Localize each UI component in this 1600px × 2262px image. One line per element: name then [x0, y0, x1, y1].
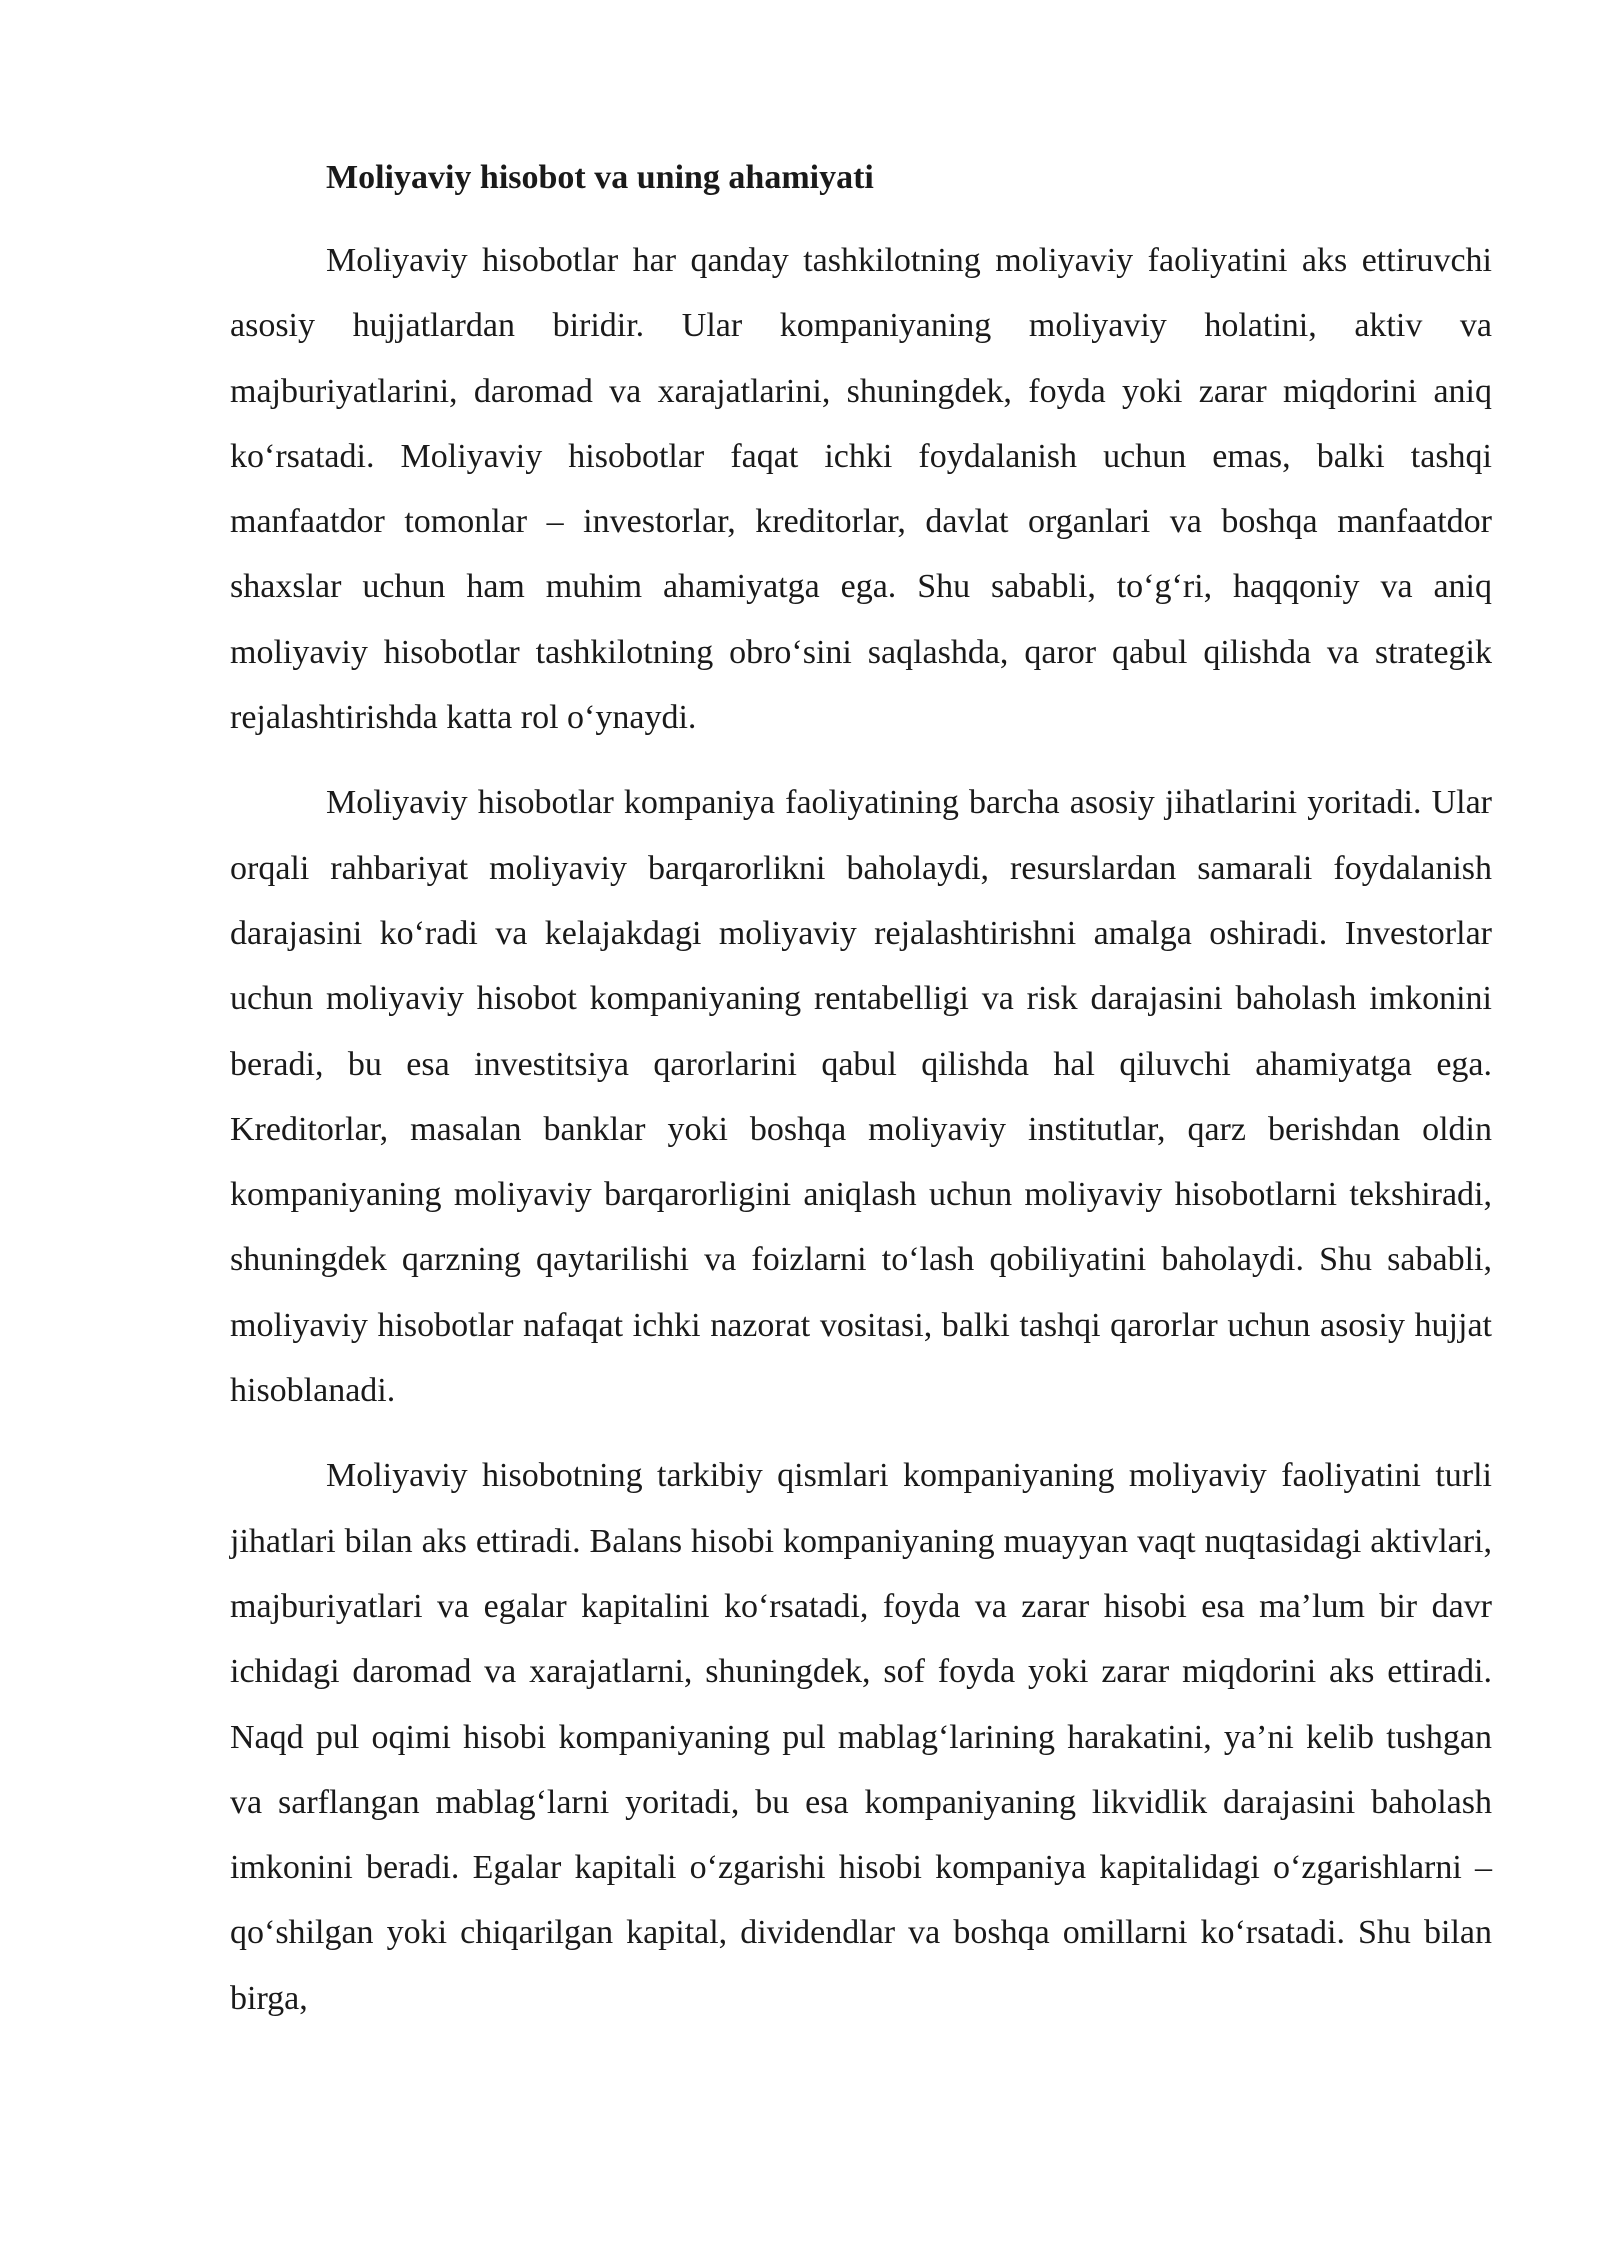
document-title: Moliyaviy hisobot va uning ahamiyati	[326, 159, 874, 196]
paragraph-1: Moliyaviy hisobotlar har qanday tashkilotning moliyaviy faoliyatini aks ettiruvchi asosiy hujjatlardan biridir. Ular kompaniyaning moliyaviy holatini, aktiv va majburiyatlarini, daromad va xarajatlarini, shuningdek, foyda yoki zarar miqdorini aniq ko‘rsatadi. Moliyaviy hisobotlar faqat ichki foydalanish uchun emas, balki tashqi manfaatdor tomonlar – investorlar, kreditorlar, davlat organlari va boshqa manfaatdor shaxslar uchun ham muhim ahamiyatga ega. Shu sababli, to‘g‘ri, haqqoniy va aniq moliyaviy hisobotlar tashkilotning obro‘sini saqlashda, qaror qabul qilishda va strategik rejalashtirishda katta rol o‘ynaydi.	[230, 242, 1492, 737]
document-page	[230, 148, 1492, 2051]
paragraph-2: Moliyaviy hisobotlar kompaniya faoliyatining barcha asosiy jihatlarini yoritadi. Ular orqali rahbariyat moliyaviy barqarorlikni baholaydi, resurslardan samarali foydalanish darajasini ko‘radi va kelajakdagi moliyaviy rejalashtirishni amalga oshiradi. Investorlar uchun moliyaviy hisobot kompaniyaning rentabelligi va risk darajasini baholash imkonini beradi, bu esa investitsiya qarorlarini qabul qilishda hal qiluvchi ahamiyatga ega. Kreditorlar, masalan banklar yoki boshqa moliyaviy institutlar, qarz berishdan oldin kompaniyaning moliyaviy barqarorligini aniqlash uchun moliyaviy hisobotlarni tekshiradi, shuningdek qarzning qaytarilishi va foizlarni to‘lash qobiliyatini baholaydi. Shu sababli, moliyaviy hisobotlar nafaqat ichki nazorat vositasi, balki tashqi qarorlar uchun asosiy hujjat hisoblanadi.	[230, 784, 1492, 1410]
paragraph-3: Moliyaviy hisobotning tarkibiy qismlari kompaniyaning moliyaviy faoliyatini turli jihatlari bilan aks ettiradi. Balans hisobi kompaniyaning muayyan vaqt nuqtasidagi aktivlari, majburiyatlari va egalar kapitalini ko‘rsatadi, foyda va zarar hisobi esa ma’lum bir davr ichidagi daromad va xarajatlarni, shuningdek, sof foyda yoki zarar miqdorini aks ettiradi. Naqd pul oqimi hisobi kompaniyaning pul mablag‘larining harakatini, ya’ni kelib tushgan va sarflangan mablag‘larni yoritadi, bu esa kompaniyaning likvidlik darajasini baholash imkonini beradi. Egalar kapitali o‘zgarishi hisobi kompaniya kapitalidagi o‘zgarishlarni – qo‘shilgan yoki chiqarilgan kapital, dividendlar va boshqa omillarni ko‘rsatadi. Shu bilan birga,	[230, 1457, 1492, 2017]
